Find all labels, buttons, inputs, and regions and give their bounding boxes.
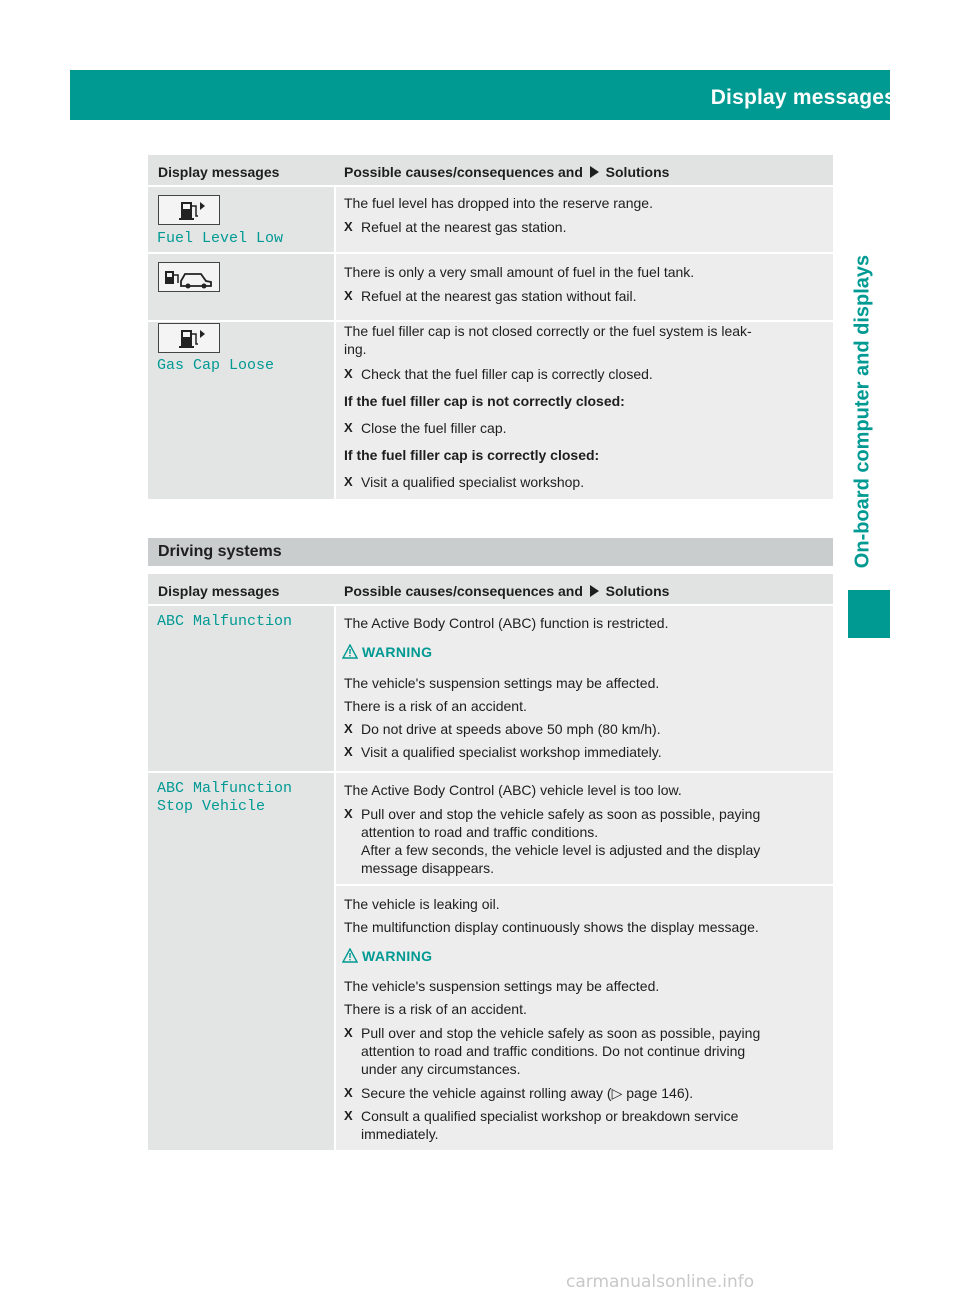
- side-chapter-label: [848, 0, 888, 590]
- bullet-glyph: X: [344, 721, 353, 736]
- bullet-continuation: immediately.: [361, 1126, 439, 1142]
- warning-icon: [342, 948, 358, 963]
- bullet-glyph: X: [344, 1025, 353, 1040]
- display-message: ABC Malfunction: [157, 780, 293, 797]
- description: The Active Body Control (ABC) function is restricted.: [344, 615, 669, 631]
- warning-text: The vehicle's suspension settings may be affected.: [344, 675, 660, 691]
- condition-heading: If the fuel filler cap is correctly closed:: [344, 447, 600, 463]
- display-message: Gas Cap Loose: [157, 357, 275, 374]
- description-line: The fuel filler cap is not closed correctly or the fuel system is leak-: [344, 323, 752, 339]
- bullet-glyph: X: [344, 219, 353, 234]
- table-header: [148, 155, 833, 185]
- table-row: ABC Malfunction The Active Body Control (ABC) function is restricted. WARNING The vehicle's suspension settings may be affected. There is a risk of an accident. X Do not drive at speeds above 50 mph (80 km/h). X Visit a qualified specialist workshop immediately.: [148, 606, 833, 771]
- col-causes-solutions: Possible causes/consequences and Solutions: [344, 164, 670, 180]
- col-causes-solutions: Possible causes/consequences and Solutions: [344, 583, 670, 599]
- table-row: Gas Cap Loose The fuel filler cap is not closed correctly or the fuel system is leak- ing. X Check that the fuel filler cap is correctly closed. If the fuel filler cap is not correctly closed: X Close the fuel filler cap. If the fuel filler cap is correctly closed: X Visit a qualified specialist workshop.: [148, 322, 833, 499]
- bullet-continuation: attention to road and traffic conditions.: [361, 824, 599, 840]
- bullet-glyph: X: [344, 474, 353, 489]
- display-message: ABC Malfunction: [157, 613, 293, 630]
- page-header: [70, 70, 946, 120]
- col-display-messages: Display messages: [158, 164, 280, 180]
- warning-text: The vehicle's suspension settings may be affected.: [344, 978, 660, 994]
- table-row: Fuel Level Low The fuel level has dropped into the reserve range. X Refuel at the nearest gas station.: [148, 187, 833, 252]
- bullet-continuation: under any circumstances.: [361, 1061, 521, 1077]
- col-display-messages: Display messages: [158, 583, 280, 599]
- warning-label: WARNING: [362, 948, 432, 964]
- bullet-glyph: X: [344, 806, 353, 821]
- bullet-glyph: X: [344, 420, 353, 435]
- table-row: ABC Malfunction Stop Vehicle The Active Body Control (ABC) vehicle level is too low. X Pull over and stop the vehicle safely as soon as possible, paying attention to road and traffic conditions. After a few seconds, the vehicle level is adjusted and the display message disappears. The vehicle is leaking oil. The multifunction display continuously shows the display message. WARNING The vehicle's suspension settings may be affected. There is a risk of an accident. X Pull over and stop the vehicle safely as soon as possible, paying attention to road and traffic conditions. Do not continue driving under any circumstances. X Secure the vehicle against rolling away (▷ page 146). X Consult a qualified specialist workshop or breakdown service immediately.: [148, 773, 833, 1150]
- bullet-continuation: message disappears.: [361, 860, 495, 876]
- warning-label: WARNING: [362, 644, 432, 660]
- bullet-glyph: X: [344, 288, 353, 303]
- display-message: Fuel Level Low: [157, 230, 284, 247]
- description: The vehicle is leaking oil.: [344, 896, 500, 912]
- warning-text: There is a risk of an accident.: [344, 698, 527, 714]
- bullet-glyph: X: [344, 366, 353, 381]
- section-header: [148, 538, 833, 566]
- table-header: [148, 574, 833, 604]
- bullet-glyph: X: [344, 744, 353, 759]
- description: The fuel level has dropped into the reserve range.: [344, 195, 653, 211]
- page-title: Display messages: [710, 86, 896, 109]
- watermark: carmanualsonline.info: [566, 1272, 755, 1292]
- bullet-glyph: X: [344, 1085, 353, 1100]
- bullet-continuation: After a few seconds, the vehicle level is adjusted and the display: [361, 842, 761, 858]
- warning-text: There is a risk of an accident.: [344, 1001, 527, 1017]
- play-icon: [590, 166, 599, 178]
- table-row: There is only a very small amount of fuel in the fuel tank. X Refuel at the nearest gas station without fail.: [148, 254, 833, 320]
- description: The Active Body Control (ABC) vehicle level is too low.: [344, 782, 682, 798]
- condition-heading: If the fuel filler cap is not correctly closed:: [344, 393, 625, 409]
- warning-icon: [342, 644, 358, 659]
- chapter-marker: [848, 590, 890, 638]
- section-title: Driving systems: [158, 543, 282, 560]
- display-message: Stop Vehicle: [157, 798, 266, 815]
- description-line: ing.: [344, 341, 367, 357]
- fuel-pump-icon: [158, 323, 220, 353]
- bullet-glyph: X: [344, 1108, 353, 1123]
- chapter-title: On-board computer and displays: [851, 254, 874, 569]
- page-number: 221: [917, 91, 946, 110]
- fuel-car-icon: [158, 262, 220, 292]
- bullet-continuation: attention to road and traffic conditions. Do not continue driving: [361, 1043, 746, 1059]
- description: There is only a very small amount of fuel in the fuel tank.: [344, 264, 695, 280]
- fuel-pump-icon: [158, 195, 220, 225]
- description: The multifunction display continuously shows the display message.: [344, 919, 759, 935]
- play-icon: [590, 585, 599, 597]
